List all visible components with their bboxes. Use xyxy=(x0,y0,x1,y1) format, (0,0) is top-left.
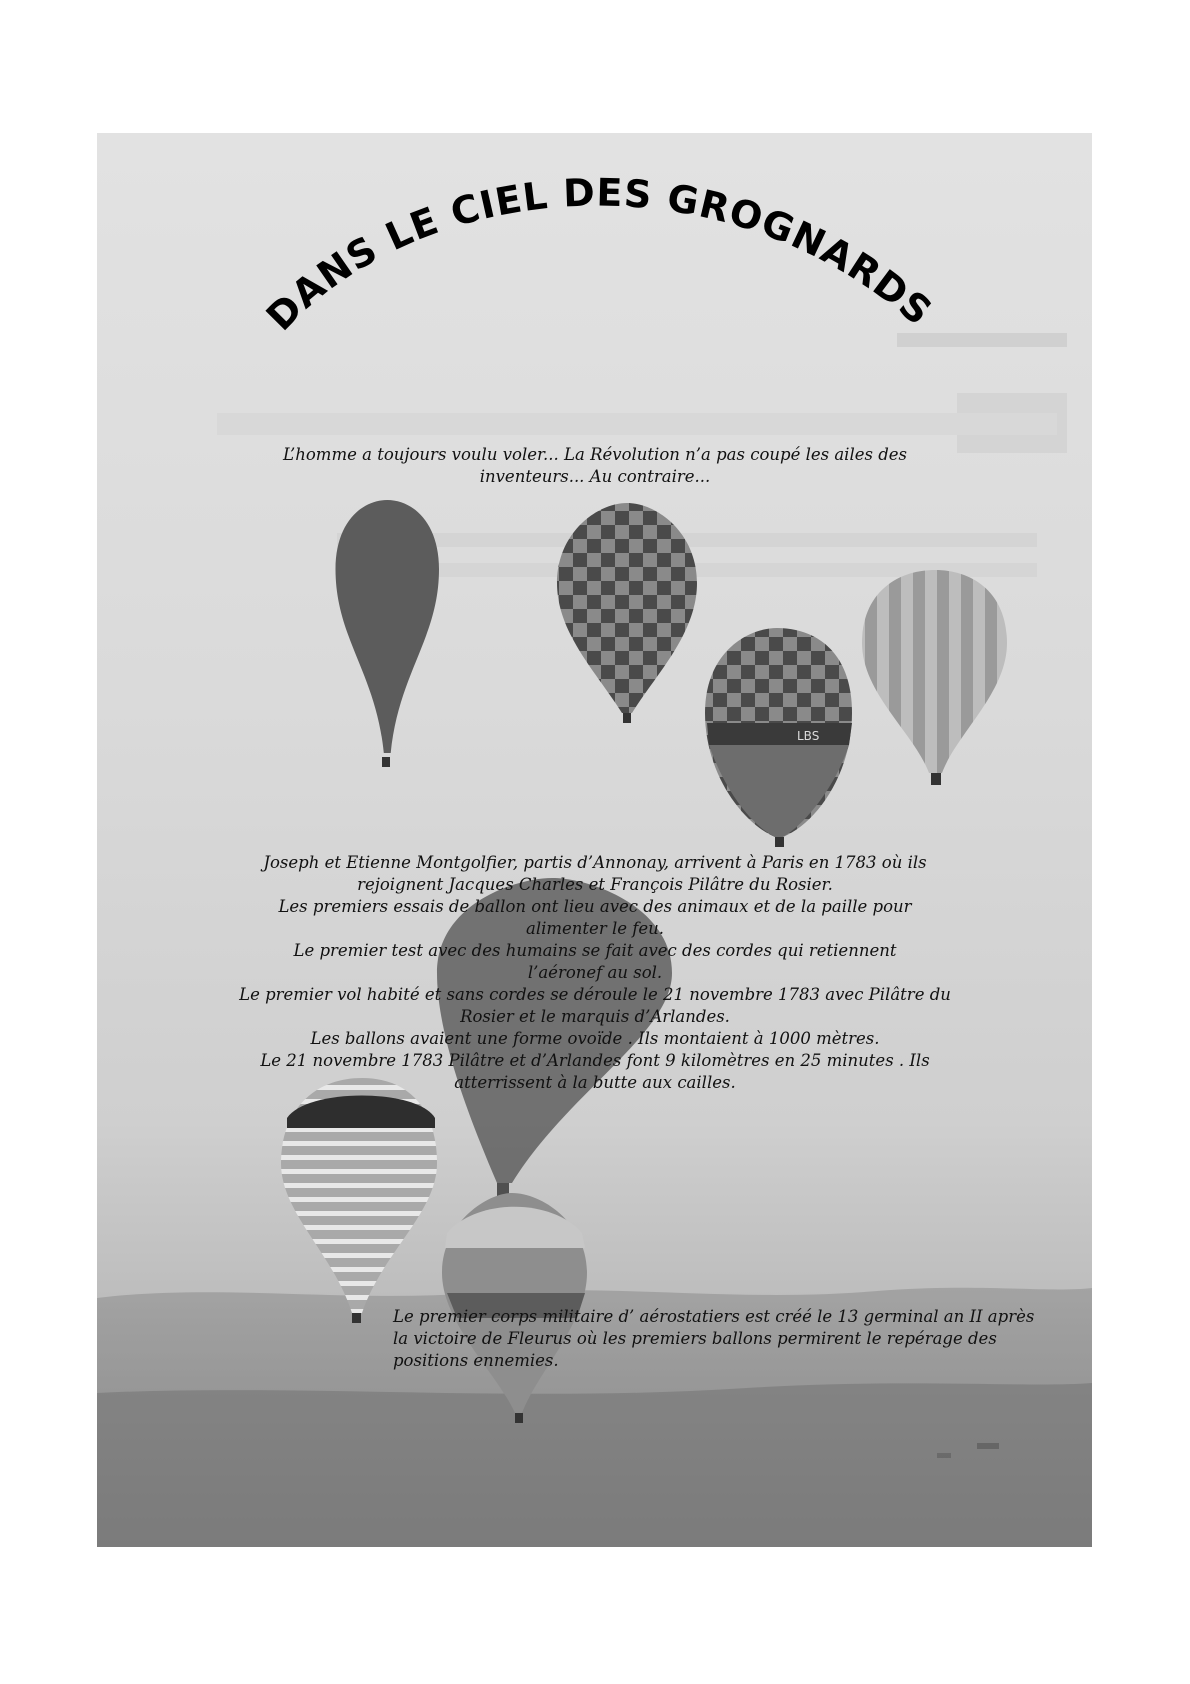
final-line: positions ennemies. xyxy=(393,1351,559,1370)
title-arc xyxy=(0,0,1190,360)
balloon-dark-left xyxy=(336,500,440,767)
final-text xyxy=(393,1306,1083,1372)
page-title: DANS LE CIEL DES GROGNARDS xyxy=(257,170,941,340)
balloon-banded xyxy=(705,628,852,847)
main-line: Le premier test avec des humains se fait avec des cordes qui retiennent xyxy=(293,941,897,960)
main-line: Les ballons avaient une forme ovoïde . Ils montaient à 1000 mètres. xyxy=(310,1029,880,1048)
intro-line: L’homme a toujours voulu voler... La Révolution n’a pas coupé les ailes des xyxy=(283,445,907,464)
balloon-checkered xyxy=(557,503,697,723)
balloon-horizontal-stripes xyxy=(281,1078,437,1323)
final-line: la victoire de Fleurus où les premiers ballons permirent le repérage des xyxy=(393,1329,997,1348)
balloon-striped-right xyxy=(862,570,1007,785)
main-line: atterrissent à la butte aux cailles. xyxy=(454,1073,736,1092)
main-line: Le 21 novembre 1783 Pilâtre et d’Arlandes font 9 kilomètres en 25 minutes . Ils xyxy=(260,1051,930,1070)
main-line: l’aéronef au sol. xyxy=(527,963,663,982)
final-line: Le premier corps militaire d’ aérostatiers est créé le 13 germinal an II après xyxy=(393,1307,1035,1326)
intro-line: inventeurs... Au contraire... xyxy=(479,467,711,486)
main-line: alimenter le feu. xyxy=(526,919,664,938)
main-line: Le premier vol habité et sans cordes se déroule le 21 novembre 1783 avec Pilâtre du xyxy=(239,985,951,1004)
main-line: Les premiers essais de ballon ont lieu avec des animaux et de la paille pour xyxy=(278,897,912,916)
main-line: rejoignent Jacques Charles et François Pilâtre du Rosier. xyxy=(357,875,833,894)
main-line: Rosier et le marquis d’Arlandes. xyxy=(460,1007,730,1026)
main-text xyxy=(225,852,965,1094)
main-line: Joseph et Etienne Montgolfier, partis d’Annonay, arrivent à Paris en 1783 où ils xyxy=(263,853,927,872)
intro-text xyxy=(240,444,950,488)
balloon-label: LBS xyxy=(797,729,820,743)
